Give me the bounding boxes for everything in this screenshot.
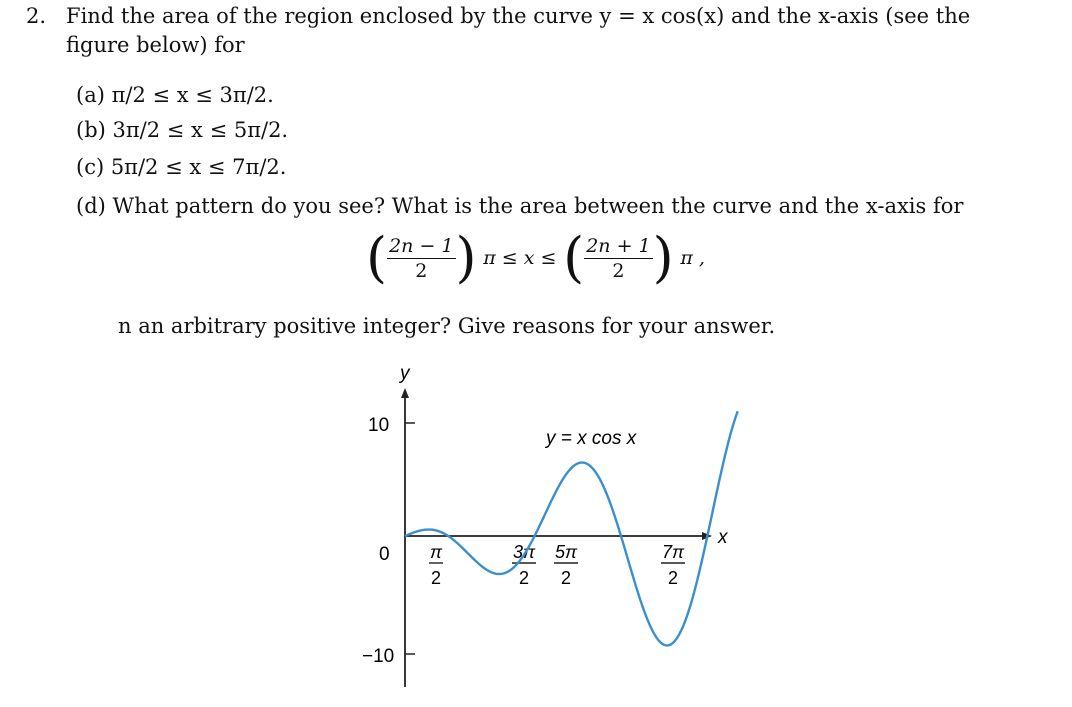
- part-b: (b) 3π/2 ≤ x ≤ 5π/2.: [76, 118, 289, 142]
- part-a: (a) π/2 ≤ x ≤ 3π/2.: [76, 83, 274, 107]
- right-fraction: [584, 234, 652, 283]
- inequality-tail: π ,: [680, 247, 705, 269]
- inequality-display: [366, 226, 705, 289]
- part-d: (d) What pattern do you see? What is the area between the curve and the x-axis for: [76, 194, 964, 218]
- y-axis-label: y: [400, 363, 410, 384]
- left-fraction-denominator: 2: [415, 259, 428, 282]
- right-fraction-denominator: 2: [612, 259, 625, 282]
- curve-label: y = x cos x: [546, 428, 637, 449]
- problem-intro-line2: figure below) for: [66, 33, 245, 57]
- left-paren-open: (: [366, 226, 388, 289]
- x-tick-5pi-over-2: [554, 542, 578, 588]
- left-fraction: [387, 234, 455, 283]
- y-axis-arrow: [401, 388, 409, 398]
- right-paren-close: ): [652, 226, 674, 289]
- left-paren-close: ): [455, 226, 477, 289]
- x-tick-7pi-over-2: [661, 542, 685, 588]
- x-tick-5pi-over-2-num: 5π: [554, 542, 578, 562]
- part-c: (c) 5π/2 ≤ x ≤ 7π/2.: [76, 155, 287, 179]
- tick-label-10: 10: [368, 415, 390, 436]
- x-tick-7pi-over-2-den: 2: [667, 568, 679, 588]
- x-tick-3pi-over-2-den: 2: [518, 568, 530, 588]
- inequality-middle: π ≤ x ≤: [483, 247, 557, 269]
- problem-intro-line1: Find the area of the region enclosed by the curve y = x cos(x) and the x-axis (see the: [66, 4, 971, 28]
- x-tick-3pi-over-2-num: 3π: [512, 542, 536, 562]
- closing-question: n an arbitrary positive integer? Give reasons for your answer.: [118, 314, 776, 338]
- x-tick-5pi-over-2-den: 2: [560, 568, 572, 588]
- x-axis-label: x: [718, 527, 728, 548]
- right-fraction-numerator: 2n + 1: [586, 234, 651, 257]
- right-paren-open: (: [563, 226, 585, 289]
- tick-label-0: 0: [379, 544, 390, 565]
- figure-graph: [350, 362, 770, 692]
- left-fraction-numerator: 2n − 1: [389, 234, 454, 257]
- x-tick-7pi-over-2-num: 7π: [661, 542, 685, 562]
- x-tick-pi-over-2: [429, 542, 443, 588]
- problem-number: 2.: [26, 4, 47, 28]
- tick-label-neg10: −10: [362, 646, 395, 667]
- x-tick-pi-over-2-den: 2: [430, 568, 442, 588]
- x-tick-pi-over-2-num: π: [429, 542, 443, 562]
